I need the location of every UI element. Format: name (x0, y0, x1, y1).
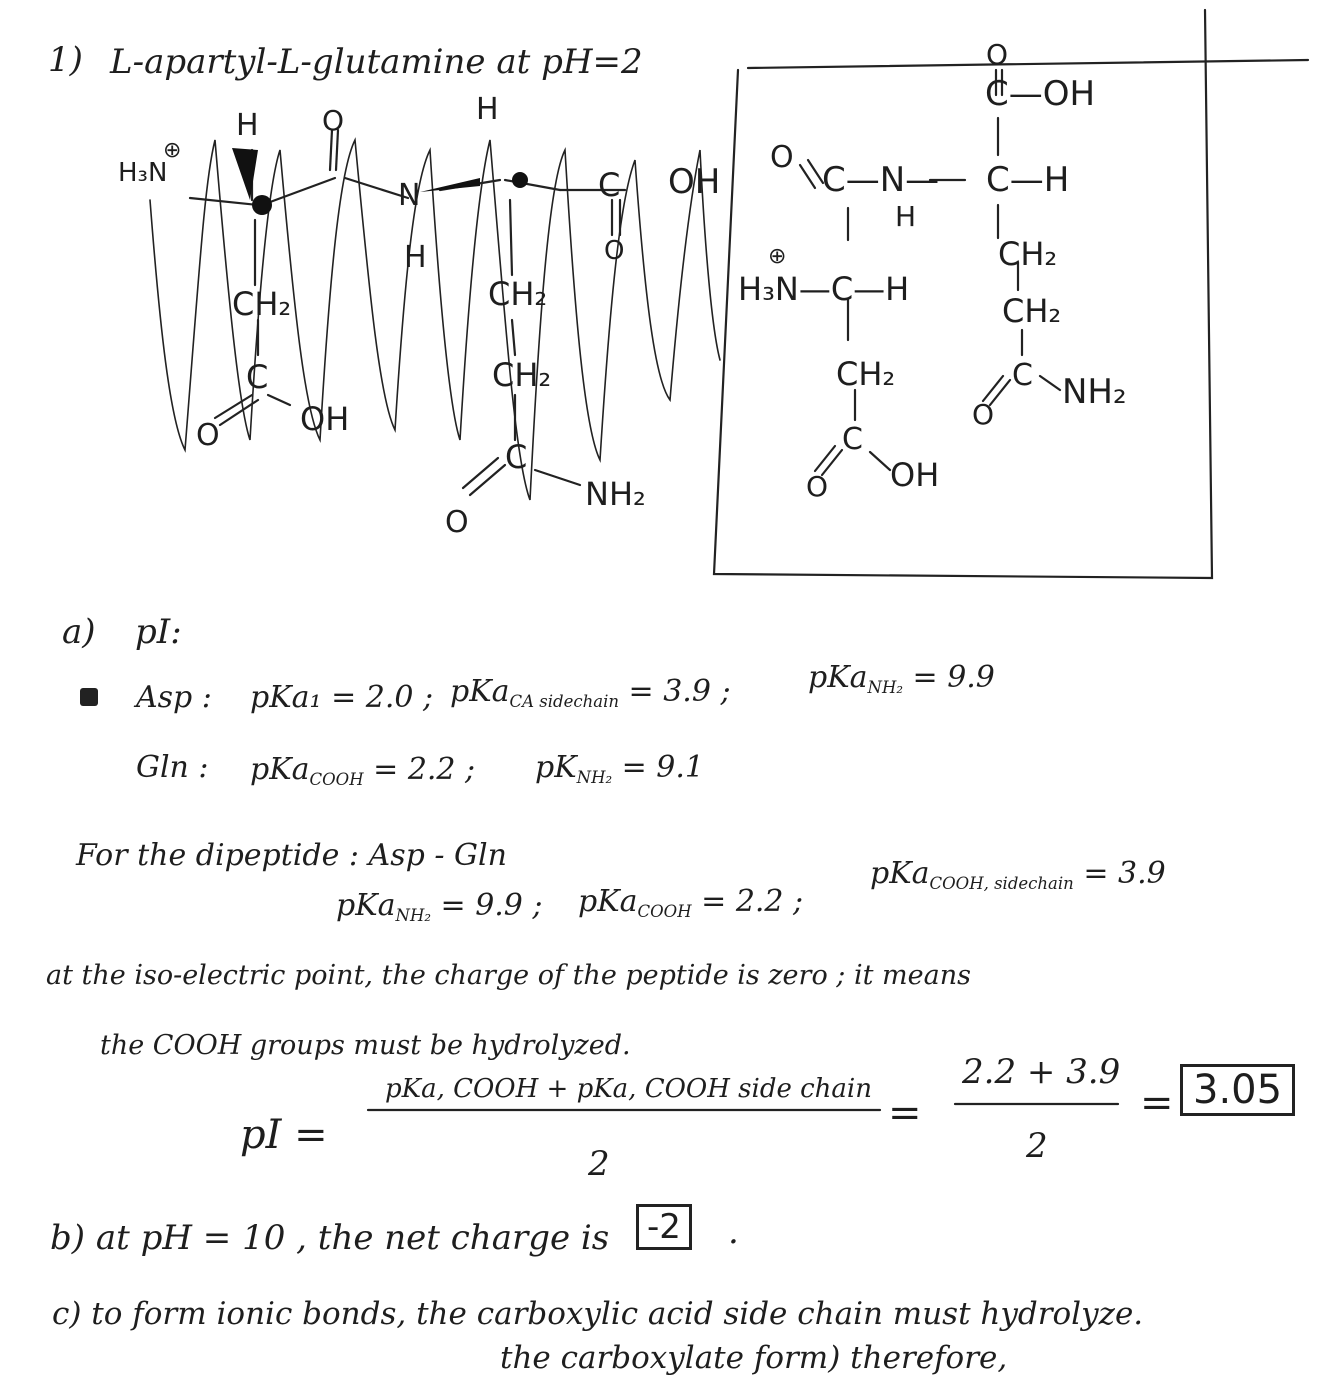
positive-charge-icon: ⊕ (163, 138, 182, 163)
part-c-text: c) to form ionic bonds, the carboxylic acid side chain must hydrolyze. (52, 1296, 1144, 1332)
r-c-n-label: C—N— (822, 160, 940, 200)
gln-label: Gln : (136, 750, 209, 785)
r-o-left-bottom-label: O (806, 470, 829, 503)
r-c-h-label: C—H (986, 160, 1070, 200)
dp-pka-nh2: pKa$_{NH_2}$ = 9.9 ; (336, 888, 543, 925)
part-b-period: . (728, 1212, 739, 1252)
r-o-right-label: O (972, 398, 995, 431)
bullet-icon (80, 688, 98, 706)
r-o-left-label: O (770, 140, 794, 175)
gln-pk-nh2: $pK_{NH_2} = 9.1$ (535, 750, 705, 787)
dipeptide-line: For the dipeptide : Asp - Gln (76, 838, 507, 873)
c-side-label-2: C (505, 438, 528, 476)
r-o-top-label: O (986, 38, 1009, 71)
pi-answer-box: 3.05 (1180, 1064, 1295, 1116)
r-oh-left-label: OH (890, 456, 940, 494)
pi-numerator-2: 2.2 + 3.9 (962, 1052, 1121, 1092)
wedge-bond (232, 148, 258, 200)
r-positive-charge-icon: ⊕ (768, 244, 787, 269)
r-nh2-label: NH₂ (1062, 372, 1127, 412)
c-side-label-1: C (246, 358, 269, 396)
oh-end-label: OH (668, 162, 721, 202)
r-ch2-label-3: CH₂ (836, 355, 896, 393)
ch2-label-1: CH₂ (232, 285, 292, 323)
r-c-oh-label: C—OH (985, 74, 1096, 114)
pi-equals-2: = (1140, 1080, 1174, 1126)
net-charge-answer-box: -2 (636, 1204, 692, 1250)
part-a-label: a) (62, 612, 96, 652)
r-h-n-label: H (895, 200, 917, 233)
h3n-label: H₃N (118, 158, 168, 188)
question-number: 1) (48, 40, 83, 80)
pi-denominator: 2 (588, 1144, 610, 1184)
explain-line-2: the COOH groups must be hydrolyzed. (100, 1030, 631, 1061)
pi-lhs: pI = (240, 1112, 328, 1158)
h-top-label: H (236, 108, 259, 143)
chiral-center-dot-2 (512, 172, 528, 188)
dp-pka-side: pKa$_{COOH, sidechain}$ = 3.9 (870, 856, 1166, 893)
box-top-line (748, 60, 1308, 68)
oh-side-label-1: OH (300, 400, 350, 438)
r-h3n-c-h-label: H₃N—C—H (738, 270, 910, 308)
gln-pka-cooh: pKa$_{COOH}$ = 2.2 ; (250, 752, 476, 789)
c-carboxyl-label: C (598, 166, 621, 204)
o-carboxyl-label: O (604, 236, 625, 266)
r-c-right-label: C (1012, 358, 1033, 393)
r-c-left-label: C (842, 422, 863, 457)
asp-pka-nh2: pKa$_{NH_2}$ = 9.9 (808, 660, 995, 697)
h-top-label-2: H (476, 92, 499, 127)
question-title: L-apartyl-L-glutamine at pH=2 (110, 42, 643, 82)
r-ch2-label-1: CH₂ (998, 235, 1058, 273)
o-top-label: O (322, 104, 345, 137)
pi-equals-1: = (888, 1090, 922, 1136)
o-side-label-2: O (445, 505, 469, 540)
explain-line-1: at the iso-electric point, the charge of the peptide is zero ; it means (46, 960, 971, 991)
asp-pka1: pKa₁ = 2.0 ; (250, 680, 434, 715)
pi-numerator: pKa, COOH + pKa, COOH side chain (385, 1074, 872, 1104)
n-amide-label: N (398, 178, 421, 213)
r-ch2-label-2: CH₂ (1002, 292, 1062, 330)
h-amide-label: H (404, 240, 427, 275)
dp-pka-cooh: pKa$_{COOH}$ = 2.2 ; (578, 884, 804, 921)
ch2-label-3: CH₂ (492, 356, 552, 394)
part-a-title: pI: (135, 612, 182, 652)
nh2-side-label-2: NH₂ (585, 475, 646, 513)
asp-pka-side: pKa$_{CA sidechain}$ = 3.9 ; (450, 674, 731, 711)
chiral-center-dot (252, 195, 272, 215)
wedge-bond-2 (420, 178, 480, 192)
part-b-text: b) at pH = 10 , the net charge is (50, 1218, 610, 1258)
asp-label: Asp : (136, 680, 212, 715)
pi-denominator-2: 2 (1026, 1126, 1048, 1166)
part-c-text-2: the carboxylate form) therefore, (500, 1340, 1008, 1376)
o-side-label-1: O (196, 418, 220, 453)
ch2-label-2: CH₂ (488, 275, 548, 313)
